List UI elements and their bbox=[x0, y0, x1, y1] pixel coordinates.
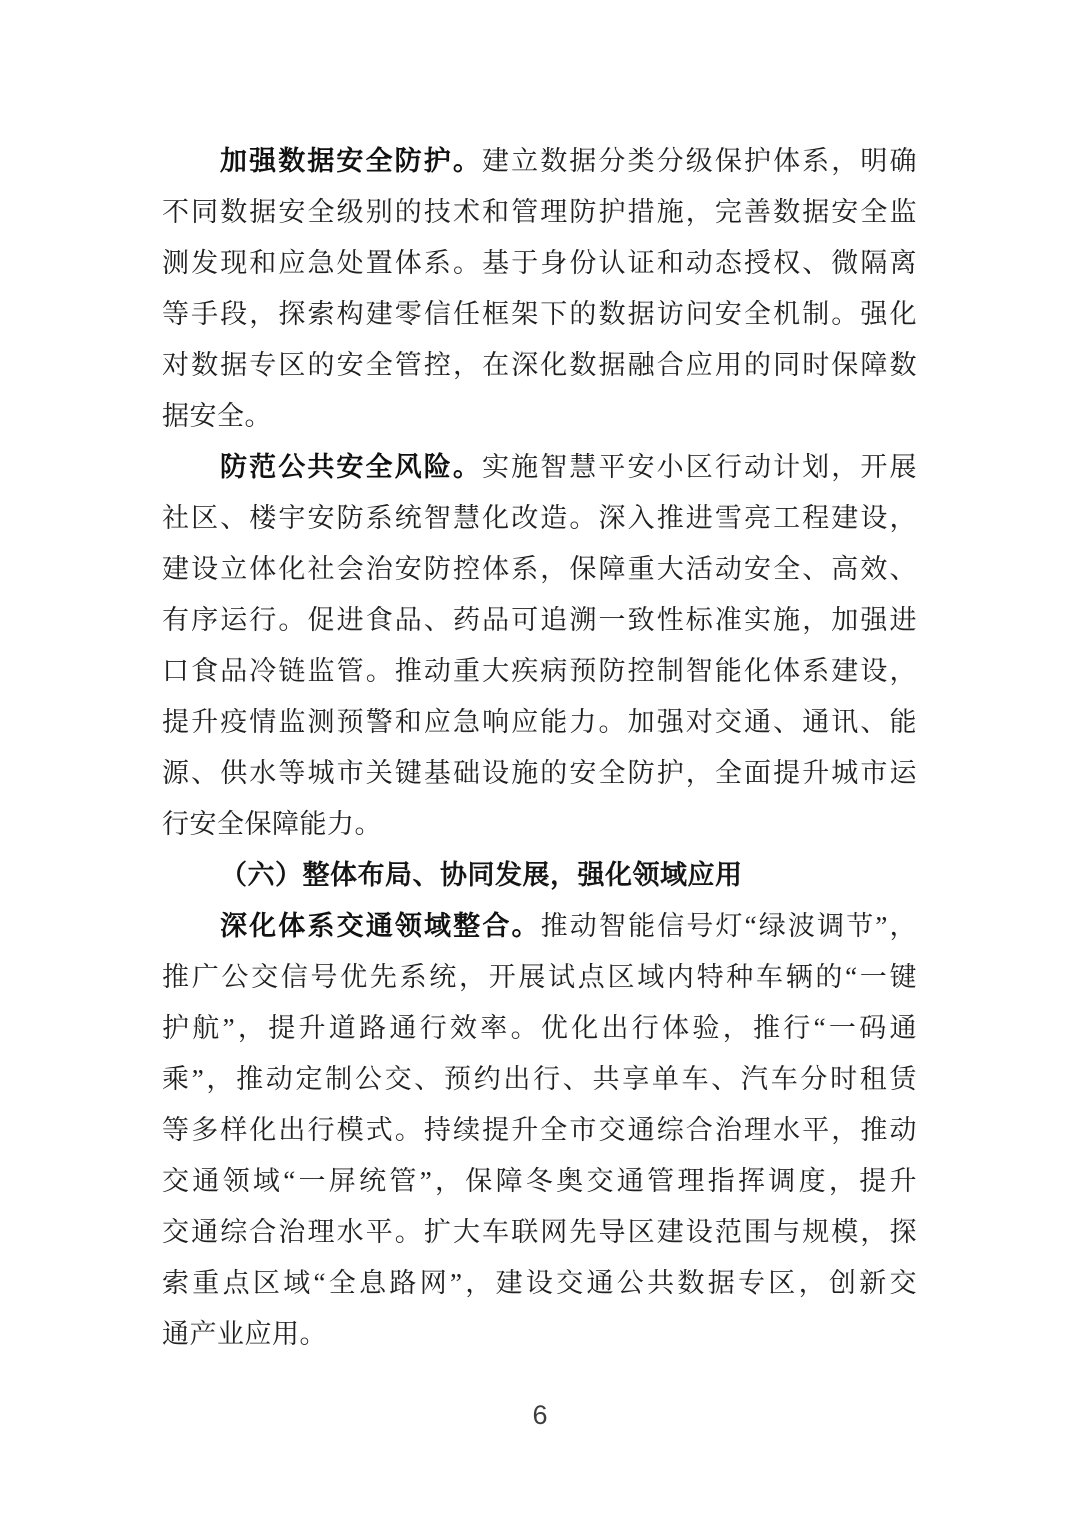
paragraph-lead: 防范公共安全风险。 bbox=[220, 452, 482, 482]
paragraph-lead: 加强数据安全防护。 bbox=[220, 146, 482, 176]
text-line: 交通综合治理水平。扩大车联网先导区建设范围与规模，探 bbox=[162, 1217, 917, 1247]
text-line: 等多样化出行模式。持续提升全市交通综合治理水平，推动 bbox=[162, 1115, 917, 1145]
text-line: 深化体系交通领域整合。推动智能信号灯“绿波调节”， bbox=[220, 911, 918, 941]
text-line: 通产业应用。 bbox=[162, 1319, 327, 1349]
text-line: 乘”，推动定制公交、预约出行、共享单车、汽车分时租赁 bbox=[162, 1064, 917, 1094]
text-line: 行安全保障能力。 bbox=[162, 809, 382, 839]
text-line: 有序运行。促进食品、药品可追溯一致性标准实施，加强进 bbox=[162, 605, 917, 635]
page-number: 6 bbox=[532, 1400, 548, 1430]
text-line: 护航”，提升道路通行效率。优化出行体验，推行“一码通 bbox=[162, 1013, 917, 1043]
text-line: 提升疫情监测预警和应急响应能力。加强对交通、通讯、能 bbox=[162, 707, 917, 737]
text-line: 交通领域“一屏统管”，保障冬奥交通管理指挥调度，提升 bbox=[162, 1166, 917, 1196]
text-line: 口食品冷链监管。推动重大疾病预防控制智能化体系建设， bbox=[162, 656, 917, 686]
text-line: 社区、楼宇安防系统智慧化改造。深入推进雪亮工程建设， bbox=[162, 503, 917, 533]
text-line: 加强数据安全防护。建立数据分类分级保护体系，明确 bbox=[220, 146, 918, 176]
document-body bbox=[162, 136, 917, 1360]
text-line: 据安全。 bbox=[162, 401, 272, 431]
text-line: 推广公交信号优先系统，开展试点区域内特种车辆的“一键 bbox=[162, 962, 917, 992]
text-line: 对数据专区的安全管控，在深化数据融合应用的同时保障数 bbox=[162, 350, 917, 380]
text-line: 防范公共安全风险。实施智慧平安小区行动计划，开展 bbox=[220, 452, 918, 482]
text-line: 测发现和应急处置体系。基于身份认证和动态授权、微隔离 bbox=[162, 248, 917, 278]
text-line: 建设立体化社会治安防控体系，保障重大活动安全、高效、 bbox=[162, 554, 917, 584]
paragraph-lead: 深化体系交通领域整合。 bbox=[220, 911, 541, 941]
text-line: 不同数据安全级别的技术和管理防护措施，完善数据安全监 bbox=[162, 197, 917, 227]
text-line: 索重点区域“全息路网”，建设交通公共数据专区，创新交 bbox=[162, 1268, 917, 1298]
text-line: 等手段，探索构建零信任框架下的数据访问安全机制。强化 bbox=[162, 299, 917, 329]
section-heading: （六）整体布局、协同发展，强化领域应用 bbox=[220, 860, 743, 890]
text-line: 源、供水等城市关键基础设施的安全防护，全面提升城市运 bbox=[162, 758, 917, 788]
